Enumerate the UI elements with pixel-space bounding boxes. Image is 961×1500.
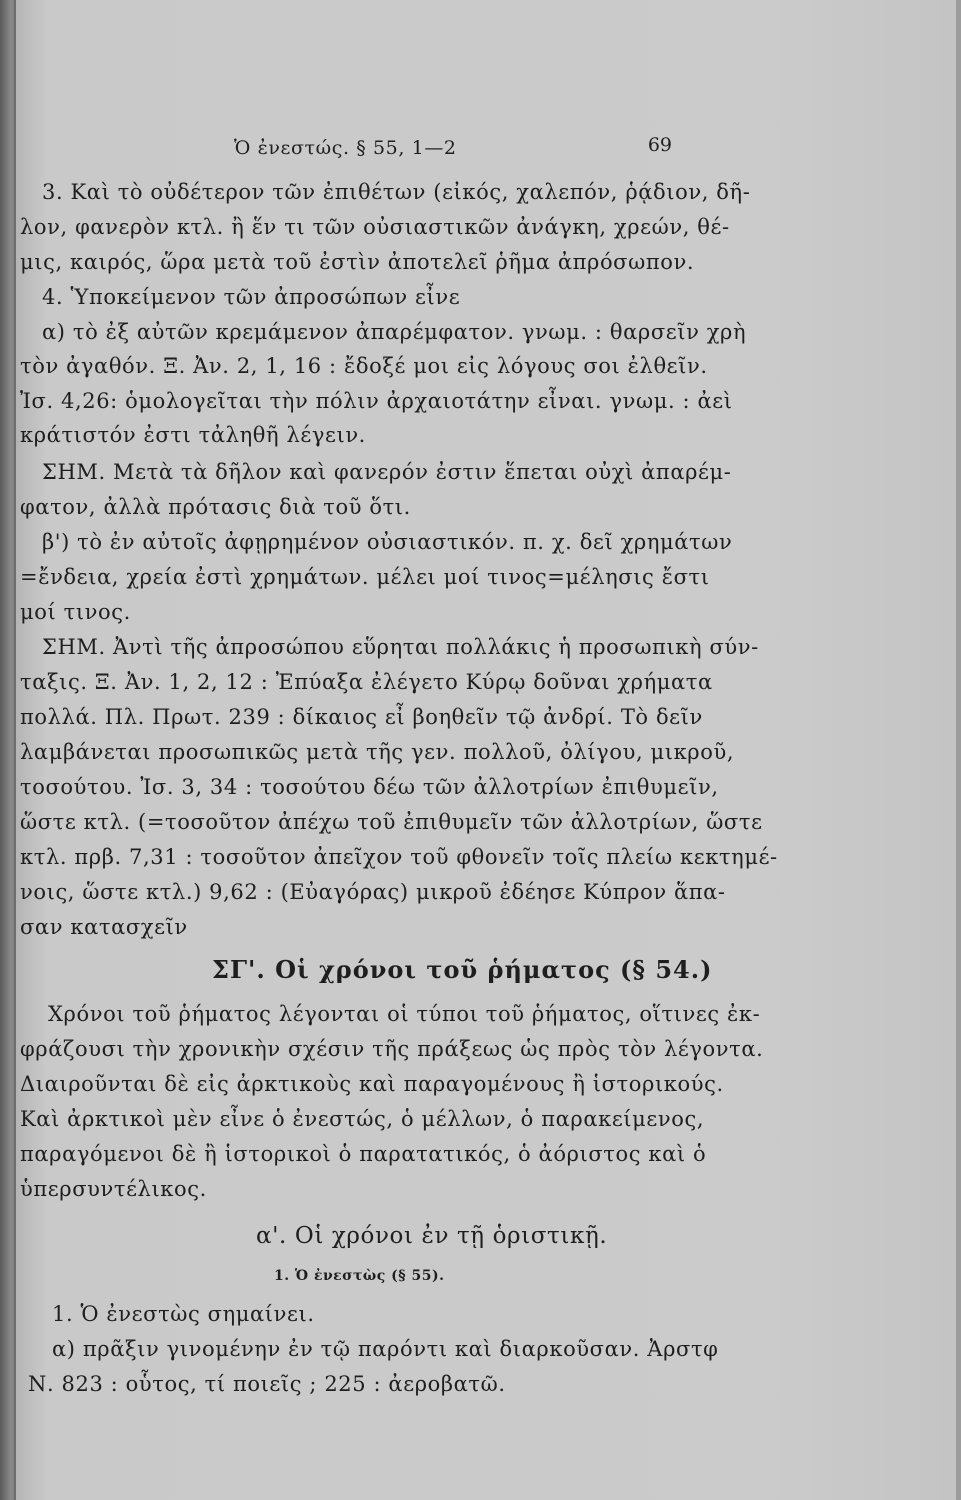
text-line: =ἔνδεια, χρεία ἐστὶ χρημάτων. μέλει μοί τινος=μέλησις ἔστι: [20, 565, 710, 589]
book-page: [14, 0, 956, 1500]
text-line: τὸν ἀγαθόν. Ξ. Ἀν. 2, 1, 16 : ἔδοξέ μοι εἰς λόγους σοι ἐλθεῖν.: [20, 354, 708, 378]
text-line: α) πρᾶξιν γινομένην ἐν τῷ παρόντι καὶ διαρκοῦσαν. Ἀρστφ: [52, 1337, 719, 1361]
text-line: Χρόνοι τοῦ ῥήματος λέγονται οἱ τύποι τοῦ ῥήματος, οἵτινες ἐκ-: [48, 1002, 761, 1026]
text-line: 1. Ὁ ἐνεστὼς σημαίνει.: [52, 1302, 315, 1326]
text-line: Ν. 823 : οὗτος, τί ποιεῖς ; 225 : ἀεροβατῶ.: [28, 1372, 506, 1396]
section-heading: ΣΓ'. Οἱ χρόνοι τοῦ ῥήματος (§ 54.): [212, 955, 713, 984]
text-line: ταξις. Ξ. Ἀν. 1, 2, 12 : Ἐπύαξα ἐλέγετο Κύρῳ δοῦναι χρήματα: [20, 670, 713, 694]
text-line: ΣΗΜ. Μετὰ τὰ δῆλον καὶ φανερόν ἐστιν ἕπεται οὐχὶ ἀπαρέμ-: [42, 460, 732, 484]
text-line: α) τὸ ἐξ αὐτῶν κρεμάμενον ἀπαρέμφατον. γνωμ. : θαρσεῖν χρὴ: [42, 320, 747, 344]
text-line: πολλά. Πλ. Πρωτ. 239 : δίκαιος εἶ βοηθεῖν τῷ ἀνδρί. Τὸ δεῖν: [20, 705, 703, 729]
text-line: φατον, ἀλλὰ πρότασις διὰ τοῦ ὅτι.: [20, 495, 411, 519]
text-line: 3. Καὶ τὸ οὐδέτερον τῶν ἐπιθέτων (εἰκός, χαλεπόν, ῥᾴδιον, δῆ-: [42, 180, 751, 204]
subheading: α'. Οἱ χρόνοι ἐν τῇ ὁριστικῇ.: [256, 1223, 608, 1249]
text-line: Διαιροῦνται δὲ εἰς ἀρκτικοὺς καὶ παραγομένους ἢ ἱστορικούς.: [20, 1072, 724, 1096]
text-line: Ἰσ. 4,26: ὁμολογεῖται τὴν πόλιν ἀρχαιοτάτην εἶναι. γνωμ. : ἀεὶ: [20, 389, 733, 413]
text-line: ὥστε κτλ. (=τοσοῦτον ἀπέχω τοῦ ἐπιθυμεῖν τῶν ἀλλοτρίων, ὥστε: [20, 810, 763, 834]
text-line: β') τὸ ἐν αὐτοῖς ἀφῃρημένον οὐσιαστικόν. π. χ. δεῖ χρημάτων: [42, 530, 733, 554]
text-line: μις, καιρός, ὥρα μετὰ τοῦ ἐστὶν ἀποτελεῖ ῥῆμα ἀπρόσωπον.: [20, 250, 695, 274]
text-line: φράζουσι τὴν χρονικὴν σχέσιν τῆς πράξεως ὡς πρὸς τὸν λέγοντα.: [20, 1037, 764, 1061]
text-line: λον, φανερὸν κτλ. ἢ ἕν τι τῶν οὐσιαστικῶν ἀνάγκη, χρεών, θέ-: [20, 215, 730, 239]
text-line: κτλ. πρβ. 7,31 : τοσοῦτον ἀπεῖχον τοῦ φθονεῖν τοῖς πλείω κεκτημέ-: [20, 845, 778, 869]
page-number: 69: [647, 134, 672, 156]
text-line: Καὶ ἀρκτικοὶ μὲν εἶνε ὁ ἐνεστώς, ὁ μέλλων, ὁ παρακείμενος,: [20, 1107, 705, 1131]
text-line: μοί τινος.: [20, 600, 131, 624]
text-line: σαν κατασχεῖν: [20, 915, 188, 939]
text-line: 4. Ὑποκείμενον τῶν ἀπροσώπων εἶνε: [42, 285, 461, 309]
text-line: νοις, ὥστε κτλ.) 9,62 : (Εὐαγόρας) μικροῦ ἐδέησε Κύπρον ἅπα-: [20, 880, 726, 904]
running-head: Ὁ ἐνεστώς. § 55, 1—2: [234, 137, 457, 159]
text-line: κράτιστόν ἐστι τἀληθῆ λέγειν.: [20, 423, 366, 447]
text-line: τοσούτου. Ἰσ. 3, 34 : τοσούτου δέω τῶν ἀλλοτρίων ἐπιθυμεῖν,: [20, 775, 719, 799]
text-line: παραγόμενοι δὲ ἢ ἱστορικοὶ ὁ παρατατικός, ὁ ἀόριστος καὶ ὁ: [20, 1142, 707, 1166]
text-line: λαμβάνεται προσωπικῶς μετὰ τῆς γεν. πολλοῦ, ὀλίγου, μικροῦ,: [20, 740, 735, 764]
text-line: ὑπερσυντέλικος.: [20, 1177, 207, 1201]
small-heading: 1. Ὁ ἐνεστὼς (§ 55).: [274, 1268, 445, 1284]
text-line: ΣΗΜ. Ἀντὶ τῆς ἀπροσώπου εὕρηται πολλάκις ἡ προσωπικὴ σύν-: [42, 635, 759, 659]
